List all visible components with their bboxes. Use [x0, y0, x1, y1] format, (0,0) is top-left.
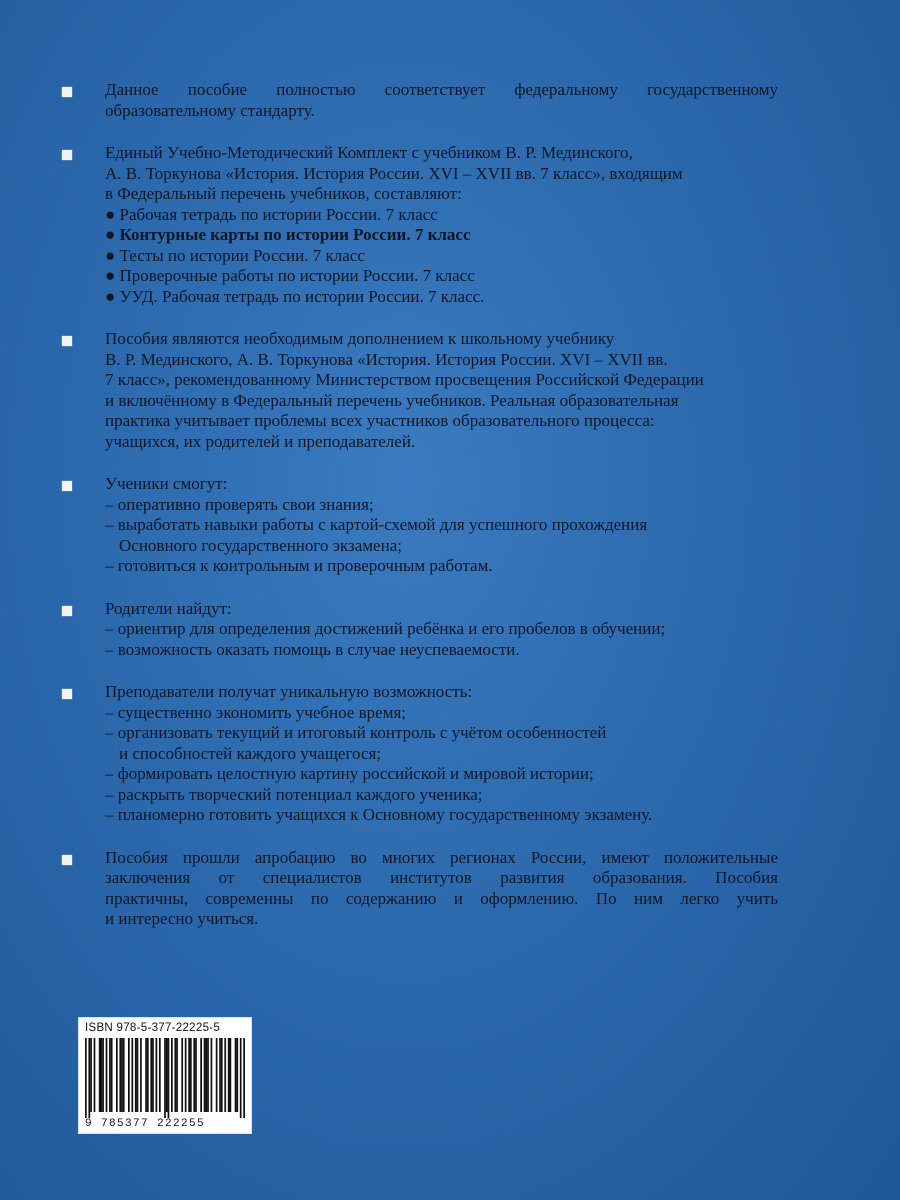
text-line: практика учитывает проблемы всех участников образовательного процесса:	[105, 411, 655, 430]
text-line: заключения от специалистов институтов развития образования. Пособия	[105, 868, 778, 887]
square-bullet-icon	[62, 689, 72, 699]
text-line: Данное пособие полностью соответствует федеральному государственному	[105, 80, 778, 99]
list-item: ● УУД. Рабочая тетрадь по истории России. 7 класс.	[105, 286, 485, 306]
list-item: – возможность оказать помощь в случае неуспеваемости.	[105, 639, 520, 659]
text-line: Пособия являются необходимым дополнением к школьному учебнику	[105, 329, 615, 348]
list-item: – выработать навыки работы с картой-схемой для успешного прохождения	[105, 515, 648, 534]
section-umk	[58, 143, 778, 307]
text-line: образовательному стандарту.	[105, 100, 315, 120]
list-item: ● Проверочные работы по истории России. 7 класс	[105, 266, 475, 285]
list-item: – организовать текущий и итоговый контроль с учётом особенностей	[105, 723, 607, 742]
list-item: – оперативно проверять свои знания;	[105, 494, 374, 514]
barcode-icon	[85, 1038, 245, 1118]
section-standard	[58, 80, 778, 121]
isbn-label: ISBN 978-5-377-22225-5	[85, 1022, 221, 1034]
list-item: ● Тесты по истории России. 7 класс	[105, 245, 365, 265]
list-item-continuation: и способностей каждого учащегося;	[119, 743, 382, 763]
section-students	[58, 474, 778, 577]
isbn-barcode-box	[78, 1017, 252, 1134]
list-item-highlighted: ● Контурные карты по истории России. 7 класс	[105, 225, 471, 244]
section-approval	[58, 848, 778, 930]
text-line: и интересно учиться.	[105, 909, 259, 928]
list-item: – существенно экономить учебное время;	[105, 702, 406, 722]
list-item: ● Рабочая тетрадь по истории России. 7 класс	[105, 204, 438, 224]
list-item-continuation: Основного государственного экзамена;	[119, 535, 402, 555]
list-item: – готовиться к контрольным и проверочным работам.	[105, 556, 493, 575]
text-line: В. Р. Мединского, А. В. Торкунова «История. История России. XVI – XVII вв.	[105, 349, 668, 369]
square-bullet-icon	[62, 606, 72, 616]
text-line: Преподаватели получат уникальную возможность:	[105, 682, 473, 701]
section-supplement	[58, 329, 778, 452]
square-bullet-icon	[62, 855, 72, 865]
text-line: учащихся, их родителей и преподавателей.	[105, 431, 416, 451]
square-bullet-icon	[62, 481, 72, 491]
square-bullet-icon	[62, 87, 72, 97]
text-line: Единый Учебно-Методический Комплект с учебником В. Р. Мединского,	[105, 143, 633, 162]
text-line: А. В. Торкунова «История. История России. XVI – XVII вв. 7 класс», входящим	[105, 163, 683, 183]
text-line: 7 класс», рекомендованному Министерством просвещения Российской Федерации	[105, 370, 704, 389]
list-item: – ориентир для определения достижений ребёнка и его пробелов в обучении;	[105, 619, 666, 638]
cover-text	[58, 80, 778, 952]
barcode-digits: 9 785377 222255	[85, 1118, 206, 1130]
section-teachers	[58, 682, 778, 826]
section-parents	[58, 599, 778, 661]
text-line: Ученики смогут:	[105, 474, 228, 493]
square-bullet-icon	[62, 150, 72, 160]
text-line: Пособия прошли апробацию во многих регионах России, имеют положительные	[105, 847, 778, 867]
list-item: – планомерно готовить учащихся к Основному государственному экзамену.	[105, 805, 653, 824]
text-line: и включённому в Федеральный перечень учебников. Реальная образовательная	[105, 390, 679, 410]
text-line: Родители найдут:	[105, 598, 232, 618]
square-bullet-icon	[62, 336, 72, 346]
list-item: – формировать целостную картину российской и мировой истории;	[105, 764, 594, 783]
text-line: практичны, современны по содержанию и оформлению. По ним легко учить	[105, 888, 778, 908]
list-item: – раскрыть творческий потенциал каждого ученика;	[105, 784, 483, 804]
text-line: в Федеральный перечень учебников, составляют:	[105, 184, 462, 203]
